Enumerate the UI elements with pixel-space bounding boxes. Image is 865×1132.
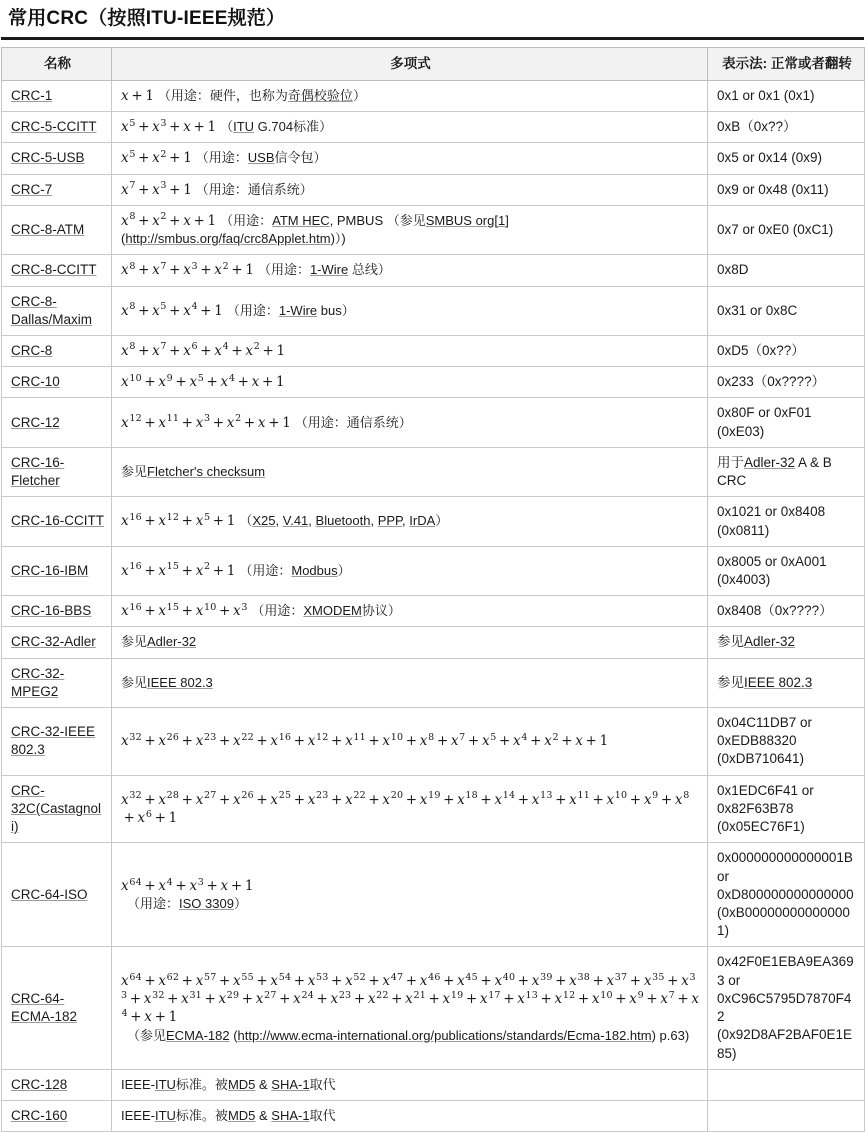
polynomial-expression: x + 1 xyxy=(121,88,155,105)
polynomial-note: （用途：Modbus） xyxy=(239,562,351,578)
cell-polynomial xyxy=(112,843,708,947)
cell-polynomial xyxy=(112,1069,708,1100)
cell-representation: 0x31 or 0x8C xyxy=(708,286,865,335)
cell-crc-name: CRC-32-IEEE 802.3 xyxy=(2,708,112,776)
table-row xyxy=(2,658,865,707)
polynomial-note: （用途：1-Wire bus） xyxy=(226,302,355,318)
cell-polynomial xyxy=(112,1100,708,1131)
table-row xyxy=(2,546,865,595)
table-row xyxy=(2,843,865,947)
table-row xyxy=(2,335,865,366)
polynomial-note: （用途：硬件，也称为奇偶校验位） xyxy=(157,88,366,104)
cell-crc-name: CRC-32-Adler xyxy=(2,627,112,658)
cell-polynomial xyxy=(112,255,708,286)
cell-representation: 0x9 or 0x48 (0x11) xyxy=(708,174,865,205)
polynomial-note: （用途：通信系统） xyxy=(195,181,313,197)
cell-representation: 0xB（0x??） xyxy=(708,112,865,143)
cell-crc-name: CRC-64-ISO xyxy=(2,843,112,947)
cell-representation: 0xD5（0x??） xyxy=(708,335,865,366)
polynomial-note: （用途：XMODEM协议） xyxy=(251,603,401,619)
cell-polynomial xyxy=(112,398,708,447)
table-row xyxy=(2,205,865,254)
column-header-polynomial: 多项式 xyxy=(112,47,708,80)
cell-polynomial xyxy=(112,775,708,843)
cell-representation xyxy=(708,1069,865,1100)
column-header-representation: 表示法: 正常或者翻转 xyxy=(708,47,865,80)
page-title: 常用CRC（按照ITU-IEEE规范） xyxy=(8,8,286,29)
cell-polynomial xyxy=(112,286,708,335)
cell-representation: 0x42F0E1EBA9EA3693 or 0xC96C5795D7870F42 (0x92D8AF2BAF0E1E85) xyxy=(708,947,865,1069)
cell-crc-name: CRC-16-Fletcher xyxy=(2,447,112,496)
cell-polynomial xyxy=(112,447,708,496)
polynomial-expression: $x^5 + x^2 + 1$ xyxy=(121,148,192,167)
cell-polynomial xyxy=(112,546,708,595)
table-row xyxy=(2,497,865,546)
polynomial-note: IEEE-ITU标准。被MD5 & SHA-1取代 xyxy=(121,1076,336,1092)
table-row xyxy=(2,627,865,658)
table-row xyxy=(2,112,865,143)
cell-representation: 参见Adler-32 xyxy=(708,627,865,658)
polynomial-expression: $x^{16} + x^{15} + x^2 + 1$ xyxy=(121,561,236,579)
cell-crc-name: CRC-8-CCITT xyxy=(2,255,112,286)
polynomial-note: 参见Adler-32 xyxy=(121,634,197,650)
table-body xyxy=(2,81,865,1132)
cell-crc-name: CRC-8 xyxy=(2,335,112,366)
polynomial-expression: $x^{16} + x^{15} + x^{10} + x^3$ xyxy=(121,601,248,620)
cell-crc-name: CRC-5-USB xyxy=(2,143,112,174)
cell-crc-name: CRC-1 xyxy=(2,81,112,112)
polynomial-note: （X25, V.41, Bluetooth, PPP, IrDA） xyxy=(239,513,449,529)
cell-crc-name: CRC-32-MPEG2 xyxy=(2,658,112,707)
cell-crc-name: CRC-5-CCITT xyxy=(2,112,112,143)
cell-crc-name: CRC-10 xyxy=(2,367,112,398)
table-row xyxy=(2,143,865,174)
cell-crc-name: CRC-8-ATM xyxy=(2,205,112,254)
polynomial-expression: $x^8 + x^7 + x^6 + x^4 + x^2 + 1$ xyxy=(121,341,286,359)
cell-crc-name: CRC-16-BBS xyxy=(2,596,112,627)
polynomial-note: （参见ECMA-182 (http://www.ecma-international.org/publications/standards/Ecma-182.htm) p.63) xyxy=(127,1027,690,1043)
polynomial-expression: $x^5 + x^3 + x + 1$ xyxy=(121,117,217,136)
cell-polynomial xyxy=(112,81,708,112)
cell-representation: 0x8D xyxy=(708,255,865,286)
table-row xyxy=(2,286,865,335)
polynomial-note: （ITU G.704标准） xyxy=(220,119,333,135)
cell-representation: 0x7 or 0xE0 (0xC1) xyxy=(708,205,865,254)
polynomial-note: （用途：ATM HEC, PMBUS （参见SMBUS org[1] (http://smbus.org/faq/crc8Applet.htm)）) xyxy=(121,212,509,247)
cell-representation xyxy=(708,1100,865,1131)
polynomial-expression: $x^{32} + x^{28} + x^{27} + x^{26} + x^{25} + x^{23} + x^{22} + x^{20} + x^{19} + x^{18} + x^{14} + x^{13} + x^{11} + x^{10} + x^9 + x^8+ x^6 + 1$ xyxy=(121,790,690,827)
table-row xyxy=(2,367,865,398)
cell-representation: 0x8408（0x????） xyxy=(708,596,865,627)
polynomial-note: 参见IEEE 802.3 xyxy=(121,674,213,690)
cell-representation: 0x233（0x????） xyxy=(708,367,865,398)
polynomial-expression: $x^{64} + x^4 + x^3 + x + 1$ xyxy=(121,876,254,895)
cell-polynomial xyxy=(112,112,708,143)
cell-crc-name: CRC-160 xyxy=(2,1100,112,1131)
cell-polynomial xyxy=(112,947,708,1069)
cell-representation: 0x000000000000001B or 0xD800000000000000 (0xB000000000000001) xyxy=(708,843,865,947)
cell-polynomial xyxy=(112,658,708,707)
polynomial-expression: $x^{10} + x^9 + x^5 + x^4 + x + 1$ xyxy=(121,372,285,391)
table-row xyxy=(2,1069,865,1100)
cell-representation: 参见IEEE 802.3 xyxy=(708,658,865,707)
polynomial-expression: $x^7 + x^3 + 1$ xyxy=(121,180,192,198)
polynomial-expression: $x^{12} + x^{11} + x^3 + x^2 + x + 1$ xyxy=(121,413,292,431)
table-row xyxy=(2,708,865,776)
cell-crc-name: CRC-16-CCITT xyxy=(2,497,112,546)
polynomial-note: IEEE-ITU标准。被MD5 & SHA-1取代 xyxy=(121,1107,336,1123)
table-row xyxy=(2,947,865,1069)
cell-crc-name: CRC-64-ECMA-182 xyxy=(2,947,112,1069)
column-header-name: 名称 xyxy=(2,47,112,80)
polynomial-expression: $x^{32} + x^{26} + x^{23} + x^{22} + x^{16} + x^{12} + x^{11} + x^{10} + x^8 + x^7 + x^5 + x^4 + x^2 + x + 1$ xyxy=(121,731,609,750)
cell-crc-name: CRC-128 xyxy=(2,1069,112,1100)
title-divider xyxy=(1,37,864,40)
cell-representation: 0x1EDC6F41 or 0x82F63B78 (0x05EC76F1) xyxy=(708,775,865,843)
polynomial-note: 参见Fletcher's checksum xyxy=(121,463,266,479)
cell-crc-name: CRC-8-Dallas/Maxim xyxy=(2,286,112,335)
table-row xyxy=(2,775,865,843)
polynomial-expression: $x^8 + x^7 + x^3 + x^2 + 1$ xyxy=(121,260,255,279)
table-row xyxy=(2,447,865,496)
cell-polynomial xyxy=(112,143,708,174)
cell-polynomial xyxy=(112,367,708,398)
polynomial-note: （用途：USB信令包） xyxy=(195,150,327,166)
table-row xyxy=(2,596,865,627)
table-row xyxy=(2,1100,865,1131)
polynomial-note: （用途：1-Wire 总线） xyxy=(257,262,391,278)
cell-polynomial xyxy=(112,335,708,366)
cell-polynomial xyxy=(112,497,708,546)
polynomial-expression: $x^{16} + x^{12} + x^5 + 1$ xyxy=(121,511,236,530)
polynomial-expression: $x^8 + x^5 + x^4 + 1$ xyxy=(121,301,224,319)
cell-representation: 用于Adler-32 A & B CRC xyxy=(708,447,865,496)
cell-crc-name: CRC-12 xyxy=(2,398,112,447)
cell-representation: 0x1 or 0x1 (0x1) xyxy=(708,81,865,112)
cell-polynomial xyxy=(112,596,708,627)
cell-crc-name: CRC-32C(Castagnoli) xyxy=(2,775,112,843)
cell-representation: 0x1021 or 0x8408 (0x0811) xyxy=(708,497,865,546)
cell-crc-name: CRC-7 xyxy=(2,174,112,205)
cell-representation: 0x8005 or 0xA001 (0x4003) xyxy=(708,546,865,595)
crc-table xyxy=(1,47,865,1132)
table-row xyxy=(2,398,865,447)
table-row xyxy=(2,174,865,205)
cell-crc-name: CRC-16-IBM xyxy=(2,546,112,595)
cell-polynomial xyxy=(112,627,708,658)
polynomial-expression: $x^{64} + x^{62} + x^{57} + x^{55} + x^{54} + x^{53} + x^{52} + x^{47} + x^{46} + x^{45} + x^{40} + x^{39} + x^{38} + x^{37} + x^{35} + x^{33} + x^{32} + x^{31} + x^{29} + x^{27} + x^{24} + x^{23} + x^{22} + x^{21} + x^{19} + x^{17} + x^{13} + x^{12} + x^{10} + x^9 + x^7$ + $x^4 + x + 1$ xyxy=(121,971,700,1026)
cell-polynomial xyxy=(112,205,708,254)
table-header xyxy=(2,47,865,80)
polynomial-note: （用途：通信系统） xyxy=(294,414,412,430)
cell-polynomial xyxy=(112,708,708,776)
cell-polynomial xyxy=(112,174,708,205)
cell-representation: 0x80F or 0xF01 (0xE03) xyxy=(708,398,865,447)
polynomial-expression: $x^8 + x^2 + x + 1$ xyxy=(121,211,217,229)
cell-representation: 0x04C11DB7 or 0xEDB88320 (0xDB710641) xyxy=(708,708,865,776)
polynomial-note: （用途：ISO 3309） xyxy=(127,896,247,912)
table-row xyxy=(2,81,865,112)
cell-representation: 0x5 or 0x14 (0x9) xyxy=(708,143,865,174)
table-row xyxy=(2,255,865,286)
header-row xyxy=(2,47,865,80)
